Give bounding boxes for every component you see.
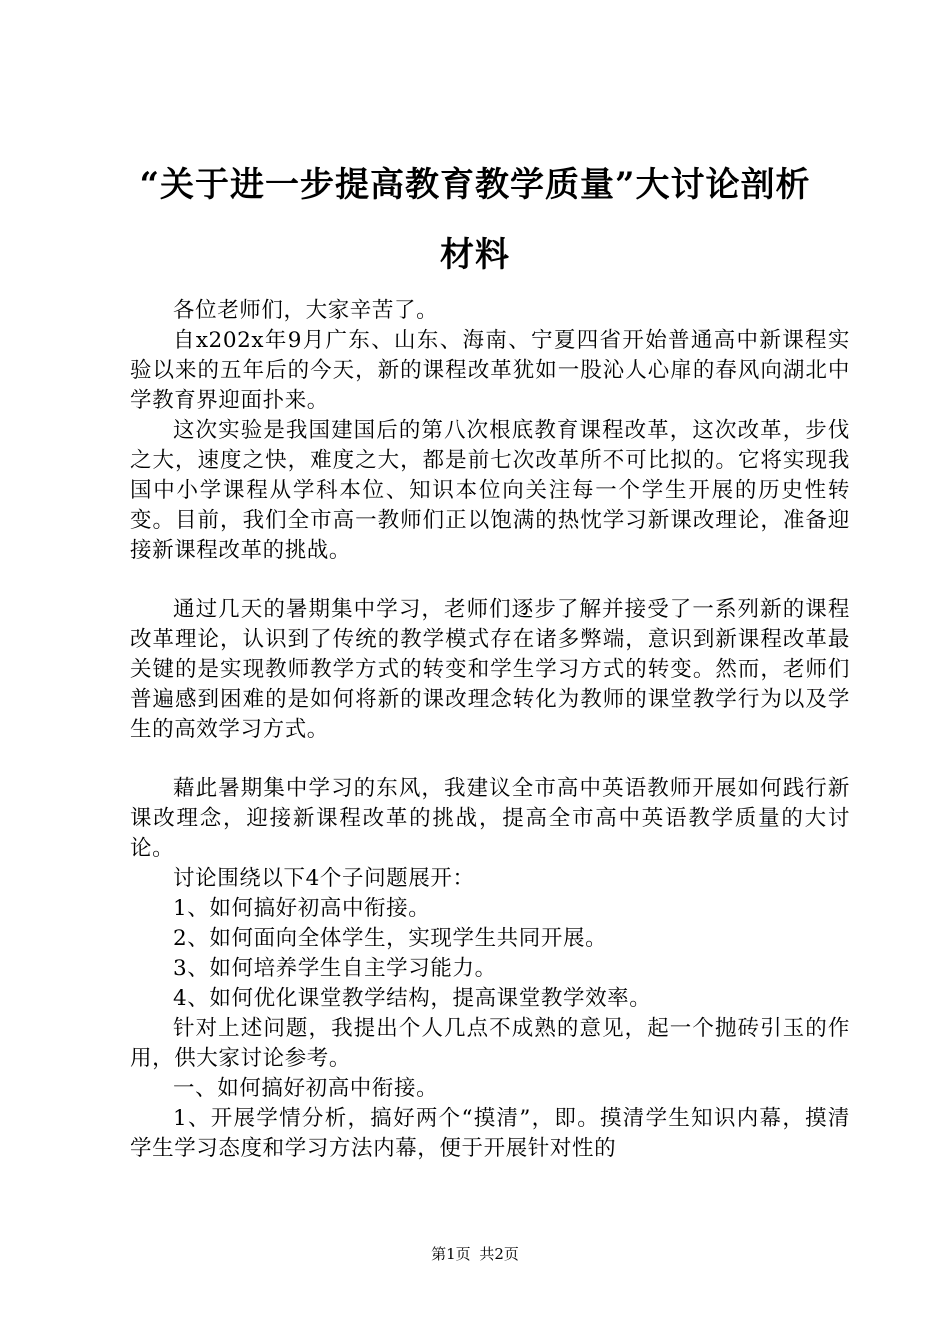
paragraph-reform: 这次实验是我国建国后的第八次根底教育课程改革，这次改革，步伐之大，速度之快，难度之大，都是前七次改革所不可比拟的。它将实现我国中小学课程从学科本位、知识本位向关注每一个学生开展的历史性转变。目前，我们全市高一教师们正以饱满的热忱学习新课改理论，准备迎接新课程改革的挑战。 [130, 418, 850, 563]
paragraph-topics-intro: 讨论围绕以下4个子问题展开： [173, 866, 475, 891]
page-number: 第1页 [431, 1245, 471, 1263]
list-item-topic-4: 4、如何优化课堂教学结构，提高课堂教学效率。 [173, 986, 652, 1011]
paragraph-study: 通过几天的暑期集中学习，老师们逐步了解并接受了一系列新的课程改革理论，认识到了传统的教学模式存在诸多弊端，意识到新课程改革最关键的是实现教师教学方式的转变和学生学习方式的转变。然而，老师们普遍感到困难的是如何将新的课改理念转化为教师的课堂教学行为以及学生的高效学习方式。 [130, 597, 850, 742]
paragraph-background: 自x202x年9月广东、山东、海南、宁夏四省开始普通高中新课程实验以来的五年后的今天，新的课程改革犹如一股沁人心扉的春风向湖北中学教育界迎面扑来。 [130, 328, 850, 413]
document-body [130, 296, 850, 1164]
document-title [120, 150, 830, 290]
paragraph-section-1-item-1: 1、开展学情分析，搞好两个“摸清”，即。摸清学生知识内幕，摸清学生学习态度和学习方法内幕，便于开展针对性的 [130, 1106, 850, 1161]
list-item-topic-2: 2、如何面向全体学生，实现学生共同开展。 [173, 926, 608, 951]
page-total: 共2页 [479, 1245, 519, 1263]
paragraph-proposal: 藉此暑期集中学习的东风，我建议全市高中英语教师开展如何践行新课改理念，迎接新课程改革的挑战，提高全市高中英语教学质量的大讨论。 [130, 776, 850, 861]
paragraph-greeting: 各位老师们，大家辛苦了。 [173, 298, 439, 323]
list-item-topic-1: 1、如何搞好初高中衔接。 [173, 896, 431, 921]
title-line-2: 材料 [440, 235, 510, 275]
section-heading-1: 一、如何搞好初高中衔接。 [173, 1076, 439, 1101]
list-item-topic-3: 3、如何培养学生自主学习能力。 [173, 956, 497, 981]
paragraph-opinion: 针对上述问题，我提出个人几点不成熟的意见，起一个抛砖引玉的作用，供大家讨论参考。 [130, 1016, 850, 1071]
title-line-1: “关于进一步提高教育教学质量”大讨论剖析 [139, 165, 811, 205]
page-footer [0, 1244, 950, 1264]
